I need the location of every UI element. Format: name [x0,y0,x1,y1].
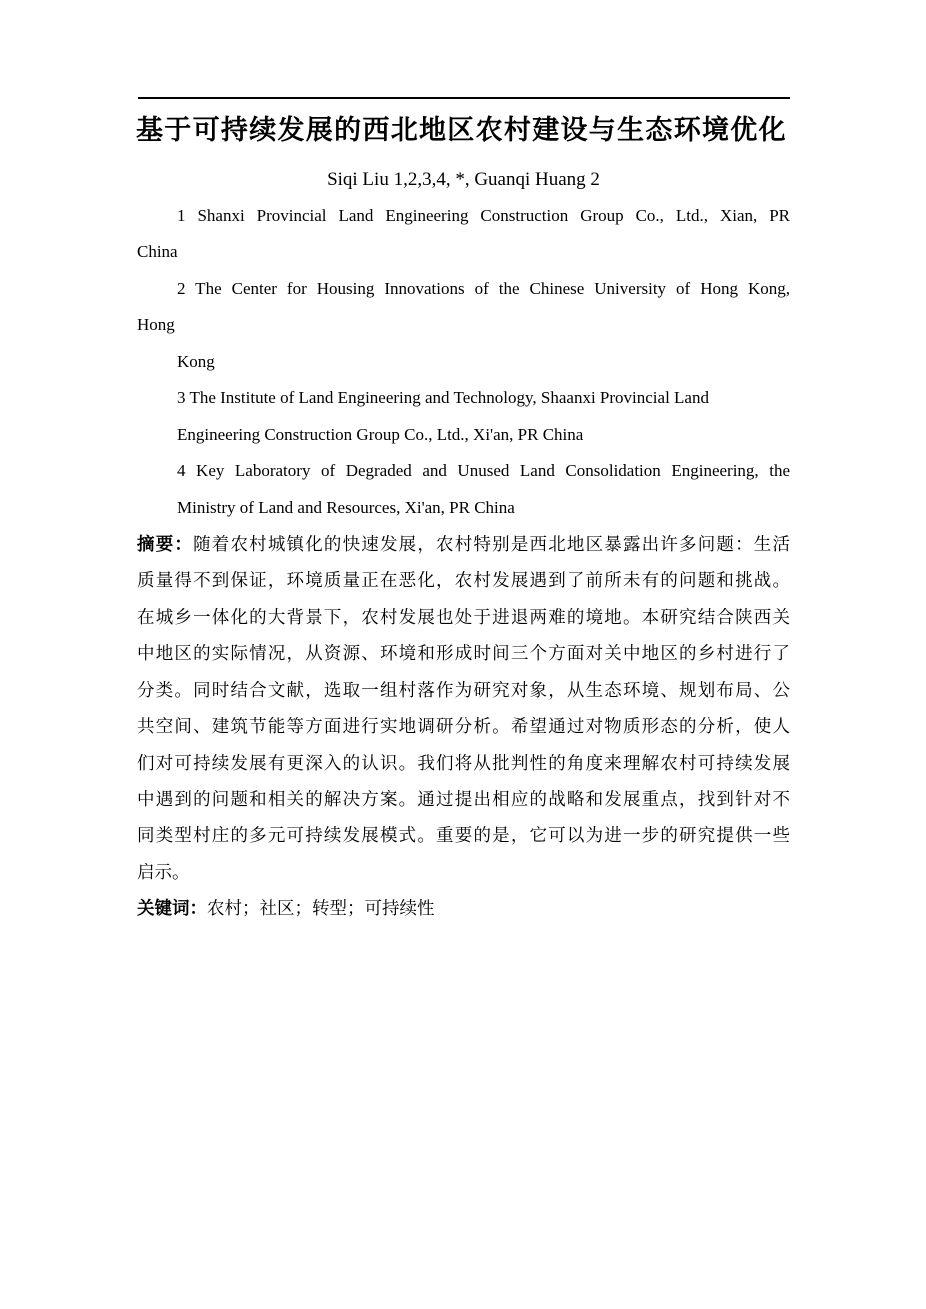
abstract-line: 在城乡一体化的大背景下，农村发展也处于进退两难的境地。本研究结合陕西关 [137,606,790,627]
abstract-line: 质量得不到保证，环境质量正在恶化，农村发展遇到了前所未有的问题和挑战。 [137,570,790,591]
affiliation-line: Kong [177,351,215,371]
keywords-label: 关键词： [137,898,207,919]
affiliation-line: China [137,242,178,262]
abstract-line: 中遇到的问题和相关的解决方案。通过提出相应的战略和发展重点，找到针对不 [137,789,790,809]
paper-title: 基于可持续发展的西北地区农村建设与生态环境优化 [136,115,787,145]
abstract-label: 摘要： [137,533,194,554]
abstract-line: 们对可持续发展有更深入的认识。我们将从批判性的角度来理解农村可持续发展 [137,752,790,773]
abstract-line: 共空间、建筑节能等方面进行实地调研分析。希望通过对物质形态的分析，使人 [137,716,790,737]
affiliations-block [137,198,790,526]
abstract-line: 分类。同时结合文献，选取一组村落作为研究对象，从生态环境、规划布局、公 [137,679,790,700]
affiliation-line: Ministry of Land and Resources, Xi'an, PR China [177,497,515,517]
affiliation-line: 4 Key Laboratory of Degraded and Unused Land Consolidation Engineering, the [177,461,790,481]
abstract-line: 启示。 [137,861,190,882]
body-text-block [137,198,790,927]
affiliation-line: Engineering Construction Group Co., Ltd., Xi'an, PR China [177,424,584,444]
affiliation-line: 3 The Institute of Land Engineering and Technology, Shaanxi Provincial Land [177,388,709,408]
abstract-section [137,526,790,890]
keywords-section [137,890,790,926]
keywords-text: 农村；社区；转型；可持续性 [207,898,435,919]
affiliation-line: Hong [137,315,175,335]
abstract-line: 同类型村庄的多元可持续发展模式。重要的是，它可以为进一步的研究提供一些 [137,825,790,846]
authors-line: Siqi Liu 1,2,3,4, *, Guanqi Huang 2 [327,169,600,190]
header-rule [138,97,790,99]
abstract-text: 随着农村城镇化的快速发展，农村特别是西北地区暴露出许多问题：生活 [193,533,790,554]
affiliation-line: 2 The Center for Housing Innovations of the Chinese University of Hong Kong, [177,278,790,298]
abstract-line [137,526,790,562]
abstract-line: 中地区的实际情况，从资源、环境和形成时间三个方面对关中地区的乡村进行了 [137,643,790,664]
affiliation-line: 1 Shanxi Provincial Land Engineering Construction Group Co., Ltd., Xian, PR [177,206,790,225]
